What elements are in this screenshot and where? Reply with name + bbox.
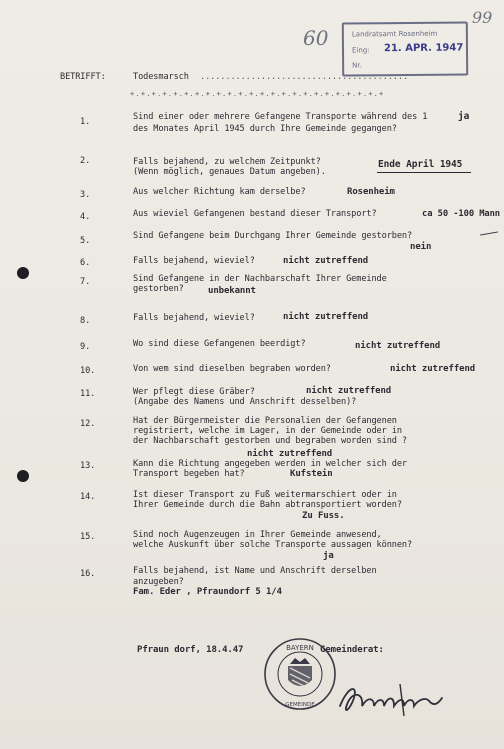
stamp-date: 21. APR. 1947 [383, 42, 464, 55]
answer-text: nicht zutreffend [390, 364, 476, 374]
answer-text: nicht zutreffend [283, 312, 369, 322]
question-text: Ist dieser Transport zu Fuß weitermarschiert oder in [133, 490, 397, 500]
subject-value: Todesmarsch [133, 72, 189, 82]
question-text: Falls bejahend, wieviel? [133, 256, 255, 266]
question-text: Falls bejahend, wieviel? [133, 313, 255, 323]
subject-dotted-line: ......................................... [200, 72, 409, 82]
question-number: 16. [80, 569, 96, 579]
question-text: Von wem sind dieselben begraben worden? [133, 364, 331, 374]
question-text: Falls bejahend, ist Name und Anschrift derselben [133, 566, 377, 576]
question-text: (Wenn möglich, genaues Datum angeben). [133, 167, 326, 177]
question-text: Aus wieviel Gefangenen bestand dieser Transport? [133, 209, 377, 219]
question-number: 9. [80, 342, 91, 352]
question-text: Transport begeben hat? [133, 469, 245, 479]
question-text: Sind Gefangene in der Nachbarschaft Ihrer Gemeinde [133, 274, 387, 284]
question-number: 12. [80, 419, 96, 429]
question-number: 7. [80, 277, 91, 287]
handwritten-file-mark: 60 [303, 26, 329, 50]
answer-text: Kufstein [290, 469, 333, 479]
answer-text: ca 50 -100 Mann [422, 209, 500, 219]
answer-text: Rosenheim [347, 187, 395, 197]
question-text: Wer pflegt diese Gräber? [133, 387, 255, 397]
question-number: 2. [80, 156, 91, 166]
question-number: 6. [80, 258, 91, 268]
handwritten-page-number: 99 [472, 8, 493, 27]
answer-underline [377, 172, 471, 173]
question-text: gestorben? [133, 284, 184, 294]
question-text: welche Auskunft über solche Transporte aussagen können? [133, 540, 413, 550]
separator-dotted-line: +.+.+.+.+.+.+.+.+.+.+.+.+.+.+.+.+.+.+.+.+.+.+.+ [130, 90, 385, 98]
stamp-label-in: Eing: [351, 46, 370, 55]
question-text: des Monates April 1945 durch Ihre Gemeinde gegangen? [133, 124, 397, 134]
council-label: Gemeinderat: [320, 645, 384, 655]
municipal-seal [262, 636, 338, 712]
question-text: registriert, welche im Lager, in der Gemeinde oder in [133, 426, 402, 436]
subject-label: BETRIFFT: [60, 72, 106, 82]
stamp-office: Landratsamt Rosenheim [351, 29, 438, 39]
punch-hole-bottom [17, 470, 29, 482]
question-number: 13. [80, 461, 96, 471]
question-number: 8. [80, 316, 91, 326]
answer-text: unbekannt [208, 286, 256, 296]
question-text: Sind noch Augenzeugen in Ihrer Gemeinde anwesend, [133, 530, 382, 540]
question-text: anzugeben? [133, 577, 184, 587]
punch-hole-top [17, 267, 29, 279]
question-text: der Nachbarschaft gestorben und begraben worden sind ? [133, 436, 407, 446]
question-text: Ihrer Gemeinde durch die Bahn abtransportiert worden? [133, 500, 402, 510]
question-text: Falls bejahend, zu welchem Zeitpunkt? [133, 157, 321, 167]
question-number: 11. [80, 389, 96, 399]
question-text: Kann die Richtung angegeben werden in welcher sich der [133, 459, 407, 469]
svg-text:BAYERN: BAYERN [286, 644, 314, 652]
question-text: Wo sind diese Gefangenen beerdigt? [133, 339, 306, 349]
question-text: Sind Gefangene beim Durchgang Ihrer Gemeinde gestorben? [133, 231, 413, 241]
place-date: Pfraun dorf, 18.4.47 [137, 645, 244, 655]
answer-text: nicht zutreffend [283, 256, 369, 266]
question-text: Sind einer oder mehrere Gefangene Transporte während des 1 [133, 112, 428, 122]
question-number: 1. [80, 117, 91, 127]
answer-text: Ende April 1945 [378, 159, 463, 170]
answer-text: nicht zutreffend [306, 386, 392, 396]
svg-text:GEMEINDE: GEMEINDE [285, 702, 315, 708]
question-text: Aus welcher Richtung kam derselbe? [133, 187, 306, 197]
answer-text: nicht zutreffend [247, 449, 333, 459]
question-text: (Angabe des Namens und Anschrift desselben)? [133, 397, 357, 407]
handwritten-dash [480, 231, 498, 235]
receipt-stamp [342, 21, 468, 76]
question-number: 15. [80, 532, 96, 542]
signature [334, 676, 446, 722]
answer-text: nicht zutreffend [355, 341, 441, 351]
question-number: 4. [80, 212, 91, 222]
question-number: 3. [80, 190, 91, 200]
answer-text: ja [323, 551, 334, 561]
answer-text: ja [458, 111, 470, 122]
question-number: 5. [80, 236, 91, 246]
answer-text: Zu Fuss. [302, 511, 345, 521]
stamp-label-no: Nr. [352, 61, 362, 70]
answer-text: nein [410, 242, 432, 252]
answer-text: Fam. Eder , Pfraundorf 5 1/4 [133, 587, 282, 597]
question-text: Hat der Bürgermeister die Personalien der Gefangenen [133, 416, 397, 426]
question-number: 14. [80, 492, 96, 502]
question-number: 10. [80, 366, 96, 376]
